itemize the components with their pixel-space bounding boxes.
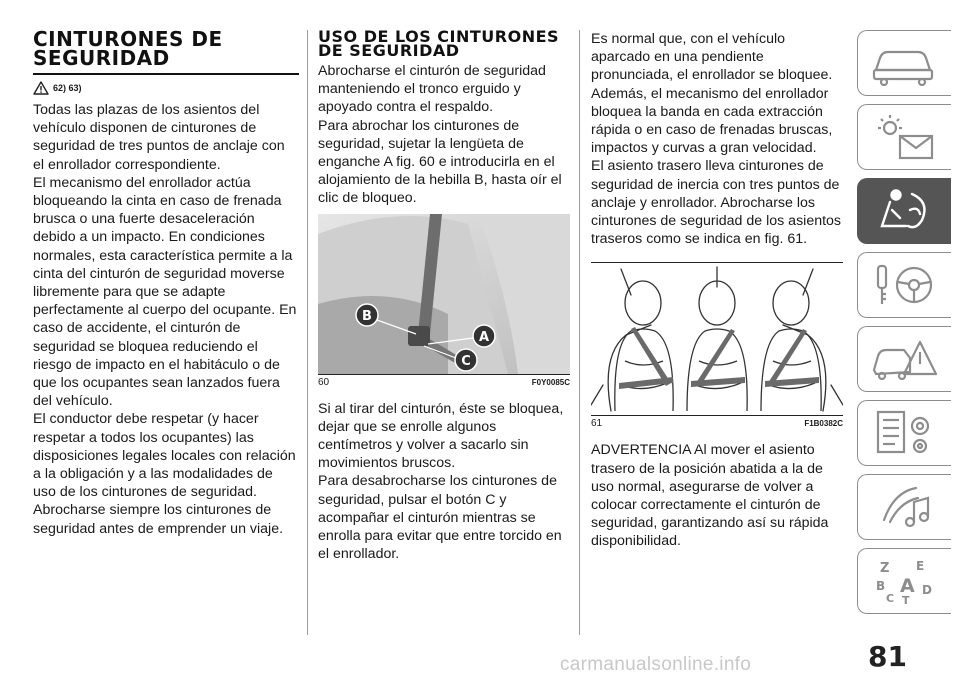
figure-code: F0Y0085C — [531, 377, 570, 387]
svg-text:D: D — [921, 583, 932, 597]
column-divider — [307, 30, 308, 635]
figure-number: 61 — [591, 418, 603, 430]
figure-61 — [591, 262, 843, 429]
figure-code: F1B0382C — [804, 419, 843, 429]
breakdown-car-warning-triangle-icon — [870, 334, 940, 384]
svg-text:Z: Z — [879, 561, 889, 576]
svg-text:T: T — [901, 594, 910, 606]
warning-lights-message-icon — [870, 112, 940, 162]
warning-triangle-icon — [33, 81, 49, 95]
warning-refs[interactable]: 62) 63) — [53, 83, 82, 93]
section-column-2 — [318, 27, 570, 563]
maintenance-checklist-gears-icon — [870, 408, 940, 458]
column-divider — [579, 30, 580, 635]
figure-number: 60 — [318, 376, 330, 388]
label-a: A — [478, 329, 490, 345]
watermark: carmanualsonline.info — [560, 654, 752, 675]
page-number: 81 — [868, 640, 907, 673]
multimedia-music-icon — [870, 482, 940, 532]
svg-text:C: C — [885, 592, 894, 605]
car-dashboard-icon — [870, 40, 940, 86]
subsection-title: USO DE LOS CINTURONES DE SEGURIDAD — [318, 27, 560, 60]
svg-text:B: B — [875, 579, 885, 593]
section-column-1 — [33, 27, 299, 538]
col3-body-2: ADVERTENCIA Al mover el asiento trasero de la posición abatida a la de uso normal, asegurarse de volver a colocar correctamente el cinturón de seguridad, garantizando así su rápida disponibilidad. — [591, 442, 829, 550]
tab-multimedia[interactable] — [857, 474, 951, 540]
figure-60 — [318, 214, 570, 388]
tab-safety[interactable] — [857, 178, 951, 244]
section-title: CINTURONES DE SEGURIDAD — [33, 27, 223, 70]
tab-starting-driving[interactable] — [857, 252, 951, 318]
seatbelt-buckle-photo — [318, 214, 570, 374]
title-rule — [33, 73, 299, 75]
airbag-seat-safety-icon — [870, 186, 940, 236]
figure-61-caption — [591, 415, 843, 429]
tab-maintenance[interactable] — [857, 400, 951, 466]
svg-text:A: A — [899, 575, 915, 597]
tab-emergency[interactable] — [857, 326, 951, 392]
alphabetical-index-icon — [870, 556, 940, 606]
warning-reference — [33, 81, 299, 95]
svg-text:E: E — [915, 559, 924, 573]
section-body: Todas las plazas de los asientos del vehículo disponen de cinturones de seguridad de tres puntos de anclaje con el enrollador correspondiente. El mecanismo del enrollador actúa bloqueando la cinta en caso de frenada brusca o una fuerte desaceleración debido a un impacto. En condiciones normales, esta característica permite a la cinta del cinturón de seguridad moverse libremente para que se adapte perfectamente al cuerpo del ocupante. En caso de accidente, el cinturón de seguridad se bloquea reduciendo el riesgo de impacto en el habitáculo o de que los ocupantes sean lanzados fuera del vehículo. El conductor debe respetar (y hacer respetar a todos los ocupantes) las disposiciones legales locales con relación a la obligación y a las modalidades de uso de los cinturones de seguridad. Abrocharse siempre los cinturones de seguridad antes de emprender un viaje. — [33, 102, 297, 537]
chapter-tabs — [857, 30, 951, 614]
tab-index[interactable] — [857, 548, 951, 614]
col3-body-1: Es normal que, con el vehículo aparcado en una pendiente pronunciada, el enrollador se bloquee. Además, el mecanismo del enrollador bloquea la banda en cada extracción rápida o en caso de frenadas bruscas, impactos y curvas a gran velocidad. El asiento trasero lleva cinturones de seguridad de inercia con tres puntos de anclaje y enrollador. Abrocharse los cinturones de seguridad de los asientos traseros como se indica en fig. 61. — [591, 31, 842, 248]
key-steering-wheel-icon — [870, 260, 940, 310]
tab-warning-lights[interactable] — [857, 104, 951, 170]
figure-60-caption — [318, 374, 570, 388]
tab-dashboard[interactable] — [857, 30, 951, 96]
subsection-body-1: Abrocharse el cinturón de seguridad manteniendo el tronco erguido y apoyado contra el respaldo. Para abrochar los cinturones de seguridad, sujetar la lengüeta de enganche A fig. 60 e introducirla en el alojamiento de la hebilla B, hasta oír el clic de bloqueo. — [318, 63, 562, 207]
label-c: C — [461, 353, 471, 369]
rear-seatbelts-illustration — [591, 265, 843, 415]
subsection-body-2: Si al tirar del cinturón, éste se bloquea, dejar que se enrolle algunos centímetros y volver a sacarlo sin movimientos bruscos. Para desabrocharse los cinturones de seguridad, pulsar el botón C y acompañar el cinturón mientras se enrolla para evitar que entre torcido en el enrollador. — [318, 400, 564, 563]
label-b: B — [362, 308, 372, 324]
section-column-3 — [591, 30, 843, 551]
figure-top-rule — [591, 262, 843, 263]
